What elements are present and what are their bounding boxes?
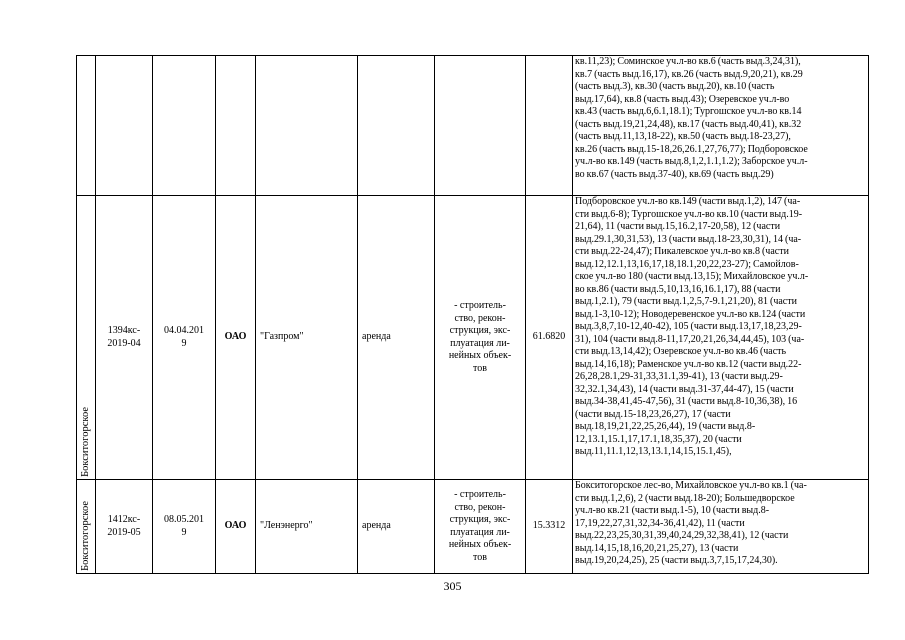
description-line: кв.7 (часть выд.16,17), кв.26 (часть выд.9,20,21), кв.29 <box>575 68 803 80</box>
description-line: ское уч.л-во 180 (части выд.13,15); Михайловское уч.л- <box>575 271 809 282</box>
description-line: выд.17,64), кв.8 (часть выд.43); Озеревское уч.л-во <box>575 93 790 105</box>
description-line: кв.11,23); Соминское уч.л-во кв.6 (часть выд.3,24,31), <box>575 56 801 67</box>
legal-form-cell: ОАО <box>216 196 256 480</box>
area-cell <box>526 56 573 196</box>
description-cell <box>573 196 869 480</box>
description-line: выд.18,19,21,22,25,26,44), 19 (части выд.8- <box>575 421 756 432</box>
description-cell <box>573 480 869 574</box>
description-line: выд.1,2.1), 79 (части выд.1,2,5,7-9.1,21,20), 81 (части <box>575 296 797 307</box>
purpose-cell: - строитель- ство, рекон- струкция, экс- плуатация ли- нейных объек- тов <box>435 196 526 480</box>
description-line: выд.14,16,18); Раменское уч.л-во кв.12 (части выд.22- <box>575 358 802 370</box>
table-row <box>77 480 869 574</box>
description-line: выд.3,8,7,10-12,40-42), 105 (части выд.13,17,18,23,29- <box>575 321 802 332</box>
description-line: 26,28,28.1,29-31,33,31.1,39-41), 13 (части выд.29- <box>575 371 783 382</box>
organization-cell <box>256 56 358 196</box>
land-lease-table <box>76 55 869 574</box>
area-cell: 15.3312 <box>526 480 573 574</box>
description-line: выд.14,15,18,16,20,21,25,27), 13 (части <box>575 542 739 554</box>
organization-cell: "Газпром" <box>256 196 358 480</box>
date-cell <box>153 56 216 196</box>
district-cell: Бокситогорское <box>77 480 96 574</box>
description-line: сти выд.6-8); Тургошское уч.л-во кв.10 (части выд.19- <box>575 208 803 220</box>
description-line: Бокситогорское лес-во, Михайловское уч.л-во кв.1 (ча- <box>575 480 807 491</box>
description-line: выд.1-3,10-12); Новодеревенское уч.л-во кв.124 (части <box>575 308 806 320</box>
description-line: 21,64), 11 (части выд.15,16.2,17-20,58), 12 (части <box>575 221 781 232</box>
use-type-cell <box>358 56 435 196</box>
reg-number-cell: 1394кс- 2019-04 <box>96 196 153 480</box>
description-line: выд.19,20,24,25), 25 (части выд.3,7,15,17,24,30). <box>575 555 778 566</box>
description-line: во кв.67 (часть выд.37-40), кв.69 (часть выд.29) <box>575 168 774 180</box>
purpose-cell: - строитель- ство, рекон- струкция, экс- плуатация ли- нейных объек- тов <box>435 480 526 574</box>
description-line: сти выд.1,2,6), 2 (части выд.18-20); Большедворское <box>575 492 795 504</box>
description-line: кв.43 (часть выд.6,6.1,18.1); Тургошское уч.л-во кв.14 <box>575 106 802 117</box>
reg-number-cell: 1412кс- 2019-05 <box>96 480 153 574</box>
organization-cell: "Ленэнерго" <box>256 480 358 574</box>
description-line: 12,13.1,15.1,17,17.1,18,35,37), 20 (части <box>575 433 742 445</box>
description-line: (часть выд.3), кв.30 (часть выд.20), кв.10 (часть <box>575 81 775 92</box>
description-line: 17,19,22,27,31,32,34-36,41,42), 11 (части <box>575 517 745 529</box>
description-line: уч.л-во кв.149 (часть выд.8,1,2,1.1,1.2); Заборское уч.л- <box>575 156 808 167</box>
description-line: выд.11,11.1,12,13,13.1,14,15,15.1,45), <box>575 446 732 457</box>
description-line: 32,32.1,34,43), 14 (части выд.31-37,44-47), 15 (части <box>575 383 794 395</box>
description-line: выд.29.1,30,31,53), 13 (части выд.18-23,30,31), 14 (ча- <box>575 233 802 245</box>
date-cell: 08.05.201 9 <box>153 480 216 574</box>
district-cell <box>77 56 96 196</box>
date-cell: 04.04.201 9 <box>153 196 216 480</box>
description-line: выд.22,23,25,30,31,39,40,24,29,32,38,41), 12 (части <box>575 530 789 541</box>
use-type-cell: аренда <box>358 196 435 480</box>
description-line: сти выд.22-24,47); Пикалевское уч.л-во кв.8 (части <box>575 246 789 257</box>
area-cell: 61.6820 <box>526 196 573 480</box>
description-line: (часть выд.11,13,18-22), кв.50 (часть выд.18-23,27), <box>575 131 791 142</box>
district-cell: Бокситогорское <box>77 196 96 480</box>
description-cell <box>573 56 869 196</box>
description-line: выд.12,12.1,13,16,17,18,18.1,20,22,23-27); Самойлов- <box>575 258 799 270</box>
table-row <box>77 56 869 196</box>
description-line: Подборовское уч.л-во кв.149 (части выд.1,2), 147 (ча- <box>575 196 801 207</box>
description-line: уч.л-во кв.21 (части выд.1-5), 10 (части выд.8- <box>575 505 770 516</box>
description-line: (части выд.15-18,23,26,27), 17 (части <box>575 408 731 420</box>
legal-form-cell: ОАО <box>216 480 256 574</box>
purpose-cell <box>435 56 526 196</box>
description-line: сти выд.13,14,42); Озеревское уч.л-во кв.46 (часть <box>575 346 787 357</box>
description-line: 31), 104 (части выд.8-11,17,20,21,26,34,44,45), 103 (ча- <box>575 333 805 345</box>
use-type-cell: аренда <box>358 480 435 574</box>
table-row <box>77 196 869 480</box>
description-line: выд.34-38,41,45-47,56), 31 (части выд.8-10,36,38), 16 <box>575 396 798 407</box>
description-line: во кв.86 (части выд.5,10,13,16,16.1,17), 88 (части <box>575 283 781 295</box>
page-number: 305 <box>443 579 462 593</box>
description-line: кв.26 (часть выд.15-18,26,26.1,27,76,77); Подборовское <box>575 143 808 155</box>
description-line: (часть выд.19,21,24,48), кв.17 (часть выд.40,41), кв.32 <box>575 118 802 130</box>
legal-form-cell <box>216 56 256 196</box>
reg-number-cell <box>96 56 153 196</box>
